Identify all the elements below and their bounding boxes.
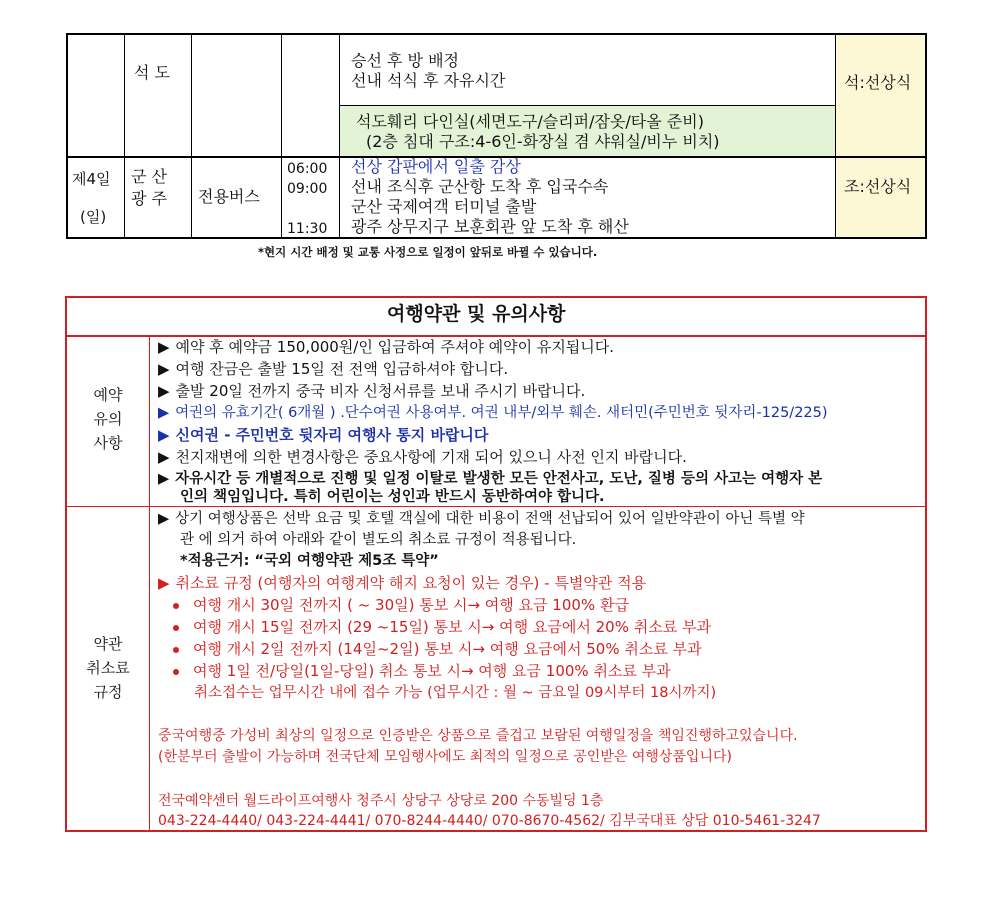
s2-cancel-header: ▶ 취소료 규정 (여행자의 여행계약 해지 요청이 있는 경우) - 특별약관 적용	[158, 574, 647, 592]
s1-item-7: ▶ 자유시간 등 개별적으로 진행 및 일정 이탈로 발생한 모든 안전사고, 도난, 질병 등의 사고는 여행자 본	[158, 471, 823, 487]
s2-contact-1: 전국예약센터 월드라이프여행사 청주시 상당구 상당로 200 수동빌딩 1층	[158, 793, 604, 809]
row2-day: 제4일	[72, 170, 111, 188]
row2-activity-4: 광주 상무지구 보훈회관 앞 도착 후 해산	[351, 217, 629, 236]
s2-intro-2: 관 에 의거 하여 아래와 같이 별도의 취소료 규정이 적용됩니다.	[180, 532, 577, 548]
row2-time-2: 09:00	[287, 181, 328, 197]
row1-meal: 석:선상식	[844, 73, 912, 92]
s1-item-2: ▶ 여행 잔금은 출발 15일 전 전액 입금하셔야 합니다.	[158, 360, 509, 378]
row2-time-3: 11:30	[287, 221, 328, 237]
s1-item-7-cont: 인의 책임입니다. 특히 어린이는 성인과 반드시 동반하여야 합니다.	[180, 489, 605, 505]
s1-item-1: ▶ 예약 후 예약금 150,000원/인 입금하여 주셔야 예약이 유지됩니다.	[158, 338, 615, 356]
row1-activity-1: 승선 후 방 배정	[351, 51, 459, 70]
s2-cancel-4: 여행 1일 전/당일(1일-당일) 취소 통보 시→ 여행 요금 100% 취소료 부과	[173, 662, 671, 680]
row2-weekday: (일)	[80, 208, 107, 226]
row1-activity-2: 선내 석식 후 자유시간	[351, 71, 506, 90]
schedule-note: *현지 시간 배정 및 교통 사정으로 일정이 앞뒤로 바뀔 수 있습니다.	[258, 245, 598, 259]
row2-transport: 전용버스	[198, 187, 260, 206]
s2-cancel-1: 여행 개시 30일 전까지 ( ~ 30일) 통보 시→ 여행 요금 100% 환급	[173, 596, 629, 614]
terms-title: 여행약관 및 유의사항	[387, 303, 566, 325]
s2-cancel-3: 여행 개시 2일 전까지 (14일~2일) 통보 시→ 여행 요금에서 50% 취소료 부과	[173, 640, 702, 658]
s1-item-5: ▶ 신여권 - 주민번호 뒷자리 여행사 통지 바랍니다	[158, 426, 489, 444]
s2-cancel-2: 여행 개시 15일 전까지 (29 ~15일) 통보 시→ 여행 요금에서 20% 취소료 부과	[173, 618, 711, 636]
row1-location: 석 도	[134, 63, 170, 82]
row2-activity-2: 선내 조식후 군산항 도착 후 입국수속	[351, 177, 609, 196]
row2-location-1: 군 산	[131, 167, 167, 186]
s2-promo-2: (한분부터 출발이 가능하며 전국단체 모임행사에도 최적의 일정으로 공인받은 여행상품입니다)	[158, 749, 732, 765]
s1-item-6: ▶ 천지재변에 의한 변경사항은 중요사항에 기재 되어 있으니 사전 인지 바랍니다.	[158, 448, 687, 466]
s2-promo-1: 중국여행중 가성비 최상의 일정으로 인증받은 상품으로 즐겁고 보람된 여행일정을 책임진행하고있습니다.	[158, 728, 798, 744]
s2-contact-2: 043-224-4440/ 043-224-4441/ 070-8244-4440/ 070-8670-4562/ 김부국대표 상담 010-5461-3247	[158, 813, 821, 829]
s2-intro-1: ▶ 상기 여행상품은 선박 요금 및 호텔 객실에 대한 비용이 전액 선납되어 있어 일반약관이 아닌 특별 약	[158, 511, 805, 527]
row2-location-2: 광 주	[131, 189, 167, 208]
row2-activity-3: 군산 국제여객 터미널 출발	[351, 197, 537, 216]
row2-activity-1: 선상 갑판에서 일출 감상	[351, 157, 521, 176]
section2-label: 약관 취소료 규정	[86, 635, 130, 701]
row1-room-2: (2층 침대 구조:4-6인-화장실 겸 샤워실/비누 비치)	[366, 132, 720, 151]
row1-room-1: 석도훼리 다인실(세면도구/슬리퍼/잠옷/타올 준비)	[356, 112, 704, 131]
row2-time-1: 06:00	[287, 161, 328, 177]
s2-intro-3: *적용근거: “국외 여행약관 제5조 특약”	[180, 553, 439, 569]
s1-item-3: ▶ 출발 20일 전까지 중국 비자 신청서류를 보내 주시기 바랍니다.	[158, 382, 586, 400]
s1-item-4: ▶ 여권의 유효기간( 6개월 ) .단수여권 사용여부. 여권 내부/외부 훼손. 새터민(주민번호 뒷자리-125/225)	[158, 405, 828, 421]
row2-meal: 조:선상식	[844, 177, 912, 196]
s2-hours: 취소접수는 업무시간 내에 접수 가능 (업무시간 : 월 ~ 금요일 09시부터 18시까지)	[194, 685, 717, 701]
section1-label: 예약 유의 사항	[93, 386, 123, 452]
